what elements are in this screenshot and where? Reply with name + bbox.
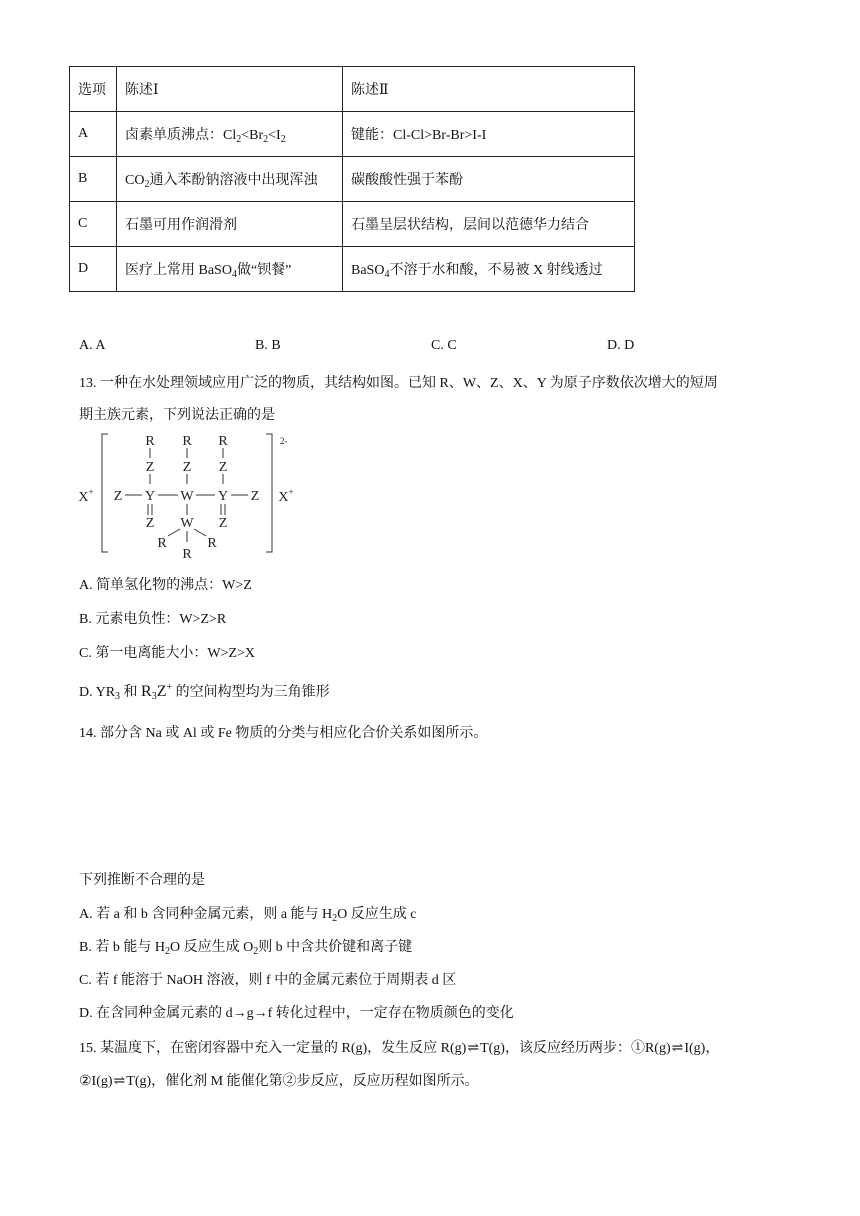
q12-table xyxy=(69,66,635,292)
atom-z: Z xyxy=(218,516,228,531)
q14-ask: 下列推断不合理的是 xyxy=(79,873,205,888)
header-option: 选项 xyxy=(70,67,117,112)
q13-option-a[interactable]: A. 简单氢化物的沸点：W>Z xyxy=(79,578,252,593)
atom-z: Z xyxy=(145,516,155,531)
equilibrium-arrow-icon: ⇌ xyxy=(113,1074,126,1089)
cation-right: X+ xyxy=(278,487,294,505)
choice-a[interactable]: A. A xyxy=(79,338,106,353)
atom-z: Z xyxy=(218,460,228,475)
q13-option-b[interactable]: B. 元素电负性：W>Z>R xyxy=(79,612,227,627)
q14-option-d[interactable]: D. 在含同种金属元素的 d→g→f 转化过程中，一定存在物质颜色的变化 xyxy=(79,1006,514,1021)
equilibrium-arrow-icon: ⇌ xyxy=(671,1041,684,1056)
table-row xyxy=(70,202,635,247)
row-option: B xyxy=(70,157,117,202)
atom-r: R xyxy=(182,547,192,562)
table-row xyxy=(70,247,635,292)
atom-w: W xyxy=(180,516,194,531)
q13-option-d[interactable]: D. $YR_3$ 和 $R_3Z^+$ 的空间构型均为三角锥形 xyxy=(79,682,330,702)
bracket-left xyxy=(102,434,108,552)
atom-w: W xyxy=(180,489,194,504)
atom-z: Z xyxy=(182,460,192,475)
q13-stem-line1: 13. 一种在水处理领域应用广泛的物质，其结构如图。已知 R、W、Z、X、Y 为原子序数依次增大的短周 xyxy=(79,376,718,391)
row-statement-1: 医疗上常用 BaSO$_4$做“钡餐” xyxy=(117,247,343,292)
row-option: A xyxy=(70,112,117,157)
table-row xyxy=(70,157,635,202)
atom-z: Z xyxy=(145,460,155,475)
q15-stem-line1: 15. 某温度下，在密闭容器中充入一定量的 R(g)，发生反应 R(g)⇌T(g)，该反应经历两步：①R(g)⇌I(g)， xyxy=(79,1041,720,1056)
q15-stem-line2: ②I(g)⇌T(g)，催化剂 M 能催化第②步反应，反应历程如图所示。 xyxy=(79,1074,479,1089)
q14-option-c[interactable]: C. 若 f 能溶于 NaOH 溶液，则 f 中的金属元素位于周期表 d 区 xyxy=(79,973,457,988)
q14-stem: 14. 部分含 Na 或 Al 或 Fe 物质的分类与相应化合价关系如图所示。 xyxy=(79,726,488,741)
q14-option-a[interactable]: A. 若 a 和 b 含同种金属元素，则 a 能与 $H_2O$ 反应生成 c xyxy=(79,907,417,924)
atom-r: R xyxy=(157,536,167,551)
choice-b[interactable]: B. B xyxy=(255,338,281,353)
atom-z: Z xyxy=(113,489,123,504)
cation-left: X+ xyxy=(78,487,94,505)
row-option: C xyxy=(70,202,117,247)
row-statement-2: BaSO$_4$不溶于水和酸，不易被 X 射线透过 xyxy=(343,247,635,292)
atom-r: R xyxy=(207,536,217,551)
anion-charge: 2- xyxy=(280,436,288,446)
row-statement-2: 碳酸酸性强于苯酚 xyxy=(343,157,635,202)
atom-y: Y xyxy=(217,489,229,504)
row-statement-1: $CO_2$通入苯酚钠溶液中出现浑浊 xyxy=(117,157,343,202)
atom-y: Y xyxy=(144,489,156,504)
q13-stem-line2: 期主族元素，下列说法正确的是 xyxy=(79,408,275,423)
table-row xyxy=(70,112,635,157)
choice-c[interactable]: C. C xyxy=(431,338,457,353)
atom-r: R xyxy=(182,434,192,449)
q13-structure-diagram xyxy=(72,428,312,563)
atom-z: Z xyxy=(250,489,260,504)
bond xyxy=(194,529,206,536)
q13-option-c[interactable]: C. 第一电离能大小：W>Z>X xyxy=(79,646,256,661)
row-statement-1: 卤素单质沸点：$Cl_2<Br_2<I_2$ xyxy=(117,112,343,157)
atom-r: R xyxy=(218,434,228,449)
row-statement-1: 石墨可用作润滑剂 xyxy=(117,202,343,247)
bracket-right xyxy=(266,434,272,552)
row-statement-2: 石墨呈层状结构，层间以范德华力结合 xyxy=(343,202,635,247)
choice-d[interactable]: D. D xyxy=(607,338,635,353)
bond xyxy=(168,529,180,536)
row-option: D xyxy=(70,247,117,292)
row-statement-2: 键能：Cl-Cl>Br-Br>I-I xyxy=(343,112,635,157)
header-statement-1: 陈述Ⅰ xyxy=(117,67,343,112)
header-statement-2: 陈述Ⅱ xyxy=(343,67,635,112)
q14-option-b[interactable]: B. 若 b 能与 $H_2O$ 反应生成 $O_2$则 b 中含共价键和离子键 xyxy=(79,940,413,957)
table-header-row xyxy=(70,67,635,112)
equilibrium-arrow-icon: ⇌ xyxy=(467,1041,480,1056)
atom-r: R xyxy=(145,434,155,449)
